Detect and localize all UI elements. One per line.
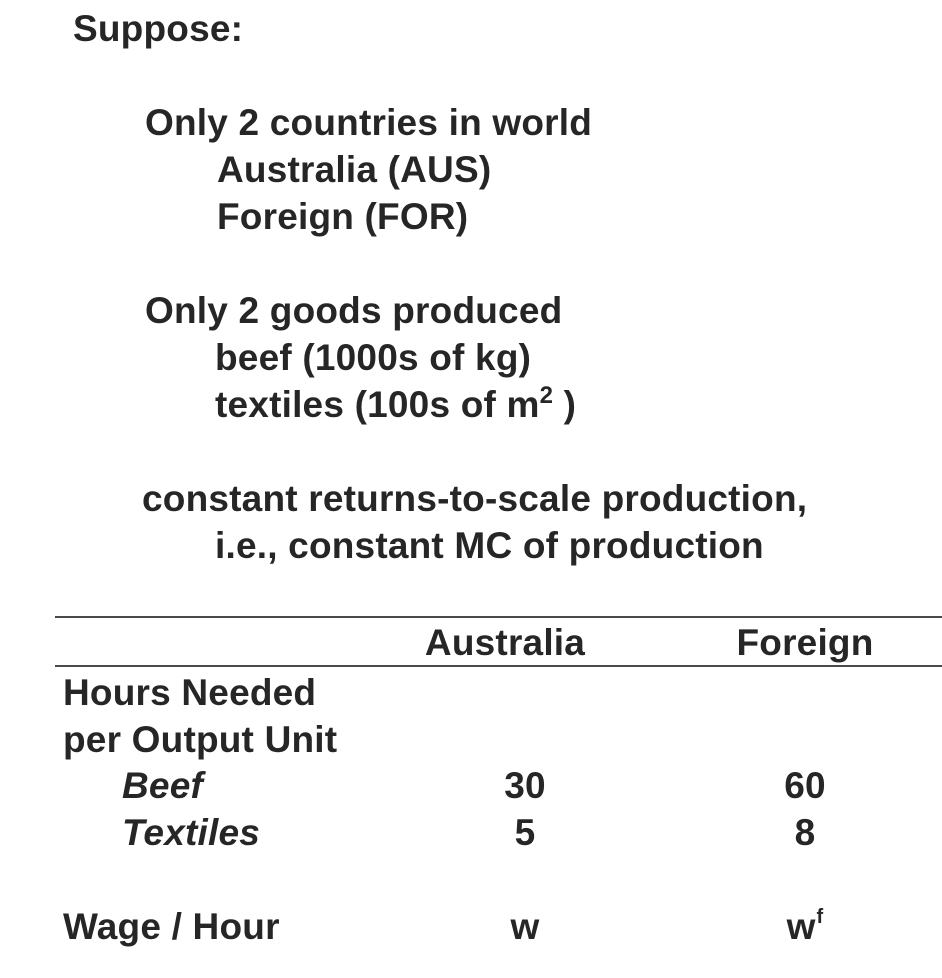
countries-title: Only 2 countries in world (145, 102, 593, 143)
production-line-2: i.e., constant MC of production (215, 525, 764, 566)
row-label-beef: Beef (122, 765, 203, 806)
cell-textiles-foreign: 8 (794, 812, 816, 853)
row-label-textiles: Textiles (122, 812, 261, 853)
foreign-wage-superscript: f (816, 906, 824, 928)
heading: Suppose: (73, 8, 244, 49)
production-line-1: constant returns-to-scale production, (142, 478, 808, 519)
table-header-rule (55, 665, 942, 667)
good-textiles-close: ) (553, 384, 577, 425)
squared-superscript: 2 (539, 382, 554, 409)
country-foreign: Foreign (FOR) (217, 196, 469, 237)
good-beef: beef (1000s of kg) (215, 337, 532, 378)
cell-wage-australia: w (510, 906, 540, 947)
table-top-rule (55, 616, 942, 618)
row-group-label-line-2: per Output Unit (63, 719, 338, 760)
row-label-wage: Wage / Hour (63, 906, 280, 947)
column-header-australia: Australia (424, 622, 586, 663)
cell-beef-australia: 30 (504, 765, 546, 806)
cell-textiles-australia: 5 (514, 812, 536, 853)
country-australia: Australia (AUS) (217, 149, 492, 190)
cell-beef-foreign: 60 (784, 765, 826, 806)
foreign-wage-base: w (786, 906, 816, 947)
good-textiles-text: textiles (100s of m (215, 384, 540, 425)
cell-wage-foreign (745, 904, 865, 950)
row-group-label-line-1: Hours Needed (63, 672, 317, 713)
good-textiles (215, 382, 576, 428)
column-header-foreign: Foreign (736, 622, 874, 663)
goods-title: Only 2 goods produced (145, 290, 563, 331)
